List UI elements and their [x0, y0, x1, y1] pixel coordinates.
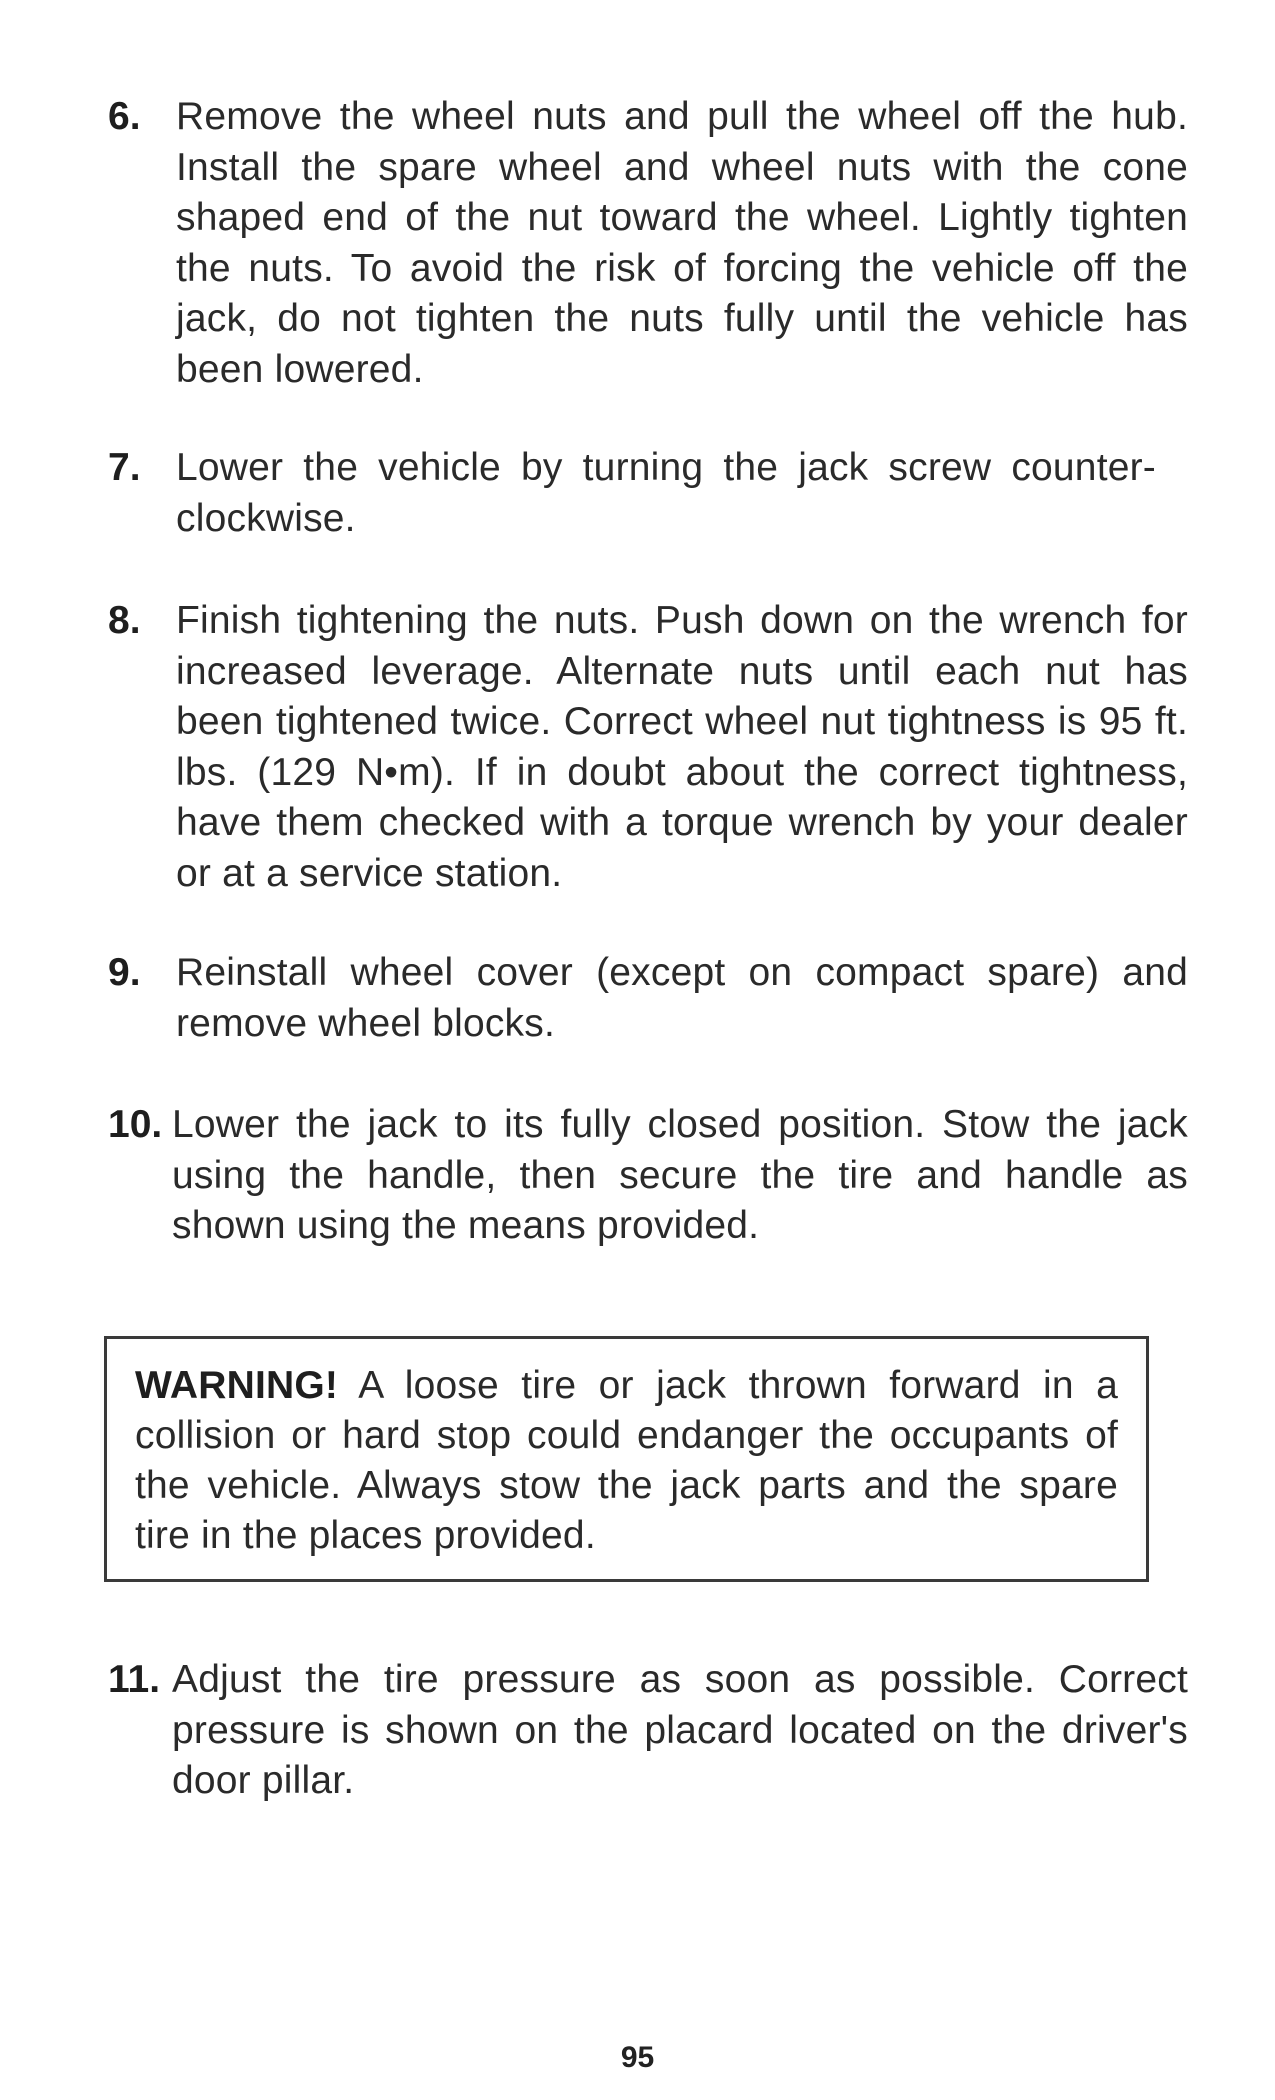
- warning-text: [135, 1361, 1118, 1561]
- step-number: 10.: [108, 1103, 163, 1146]
- step-text: Remove the wheel nuts and pull the wheel off the hub. Install the spare wheel and wheel nuts with the cone shaped end of the nut toward the wheel. Lightly tighten the nuts. To avoid the risk of forcing the vehicle off the jack, do not tighten the nuts fully until the vehicle has been lowered.: [176, 95, 1188, 391]
- step-number: 7.: [108, 446, 141, 489]
- warning-box: [104, 1336, 1149, 1582]
- step-text: Lower the jack to its fully closed position. Stow the jack using the handle, then secure the tire and handle as shown using the means provided.: [172, 1103, 1188, 1247]
- step-9: [108, 948, 1188, 1049]
- step-number: 6.: [108, 95, 141, 138]
- step-7: [108, 443, 1188, 544]
- step-number: 9.: [108, 951, 141, 994]
- step-text: Lower the vehicle by turning the jack screw counter-clockwise.: [176, 446, 1156, 540]
- step-text: Adjust the tire pressure as soon as possible. Correct pressure is shown on the placard located on the driver's door pillar.: [172, 1658, 1188, 1802]
- step-11: [108, 1655, 1188, 1807]
- warning-body: A loose tire or jack thrown forward in a collision or hard stop could endanger the occupants of the vehicle. Always stow the jack parts and the spare tire in the places provided.: [135, 1364, 1118, 1557]
- step-text: Finish tightening the nuts. Push down on the wrench for increased leverage. Alternate nuts until each nut has been tightened twice. Correct wheel nut tightness is 95 ft. lbs. (129 N•m). If in doubt about the correct tightness, have them checked with a torque wrench by your dealer or at a service station.: [176, 599, 1188, 895]
- step-10: [108, 1100, 1188, 1252]
- step-number: 11.: [108, 1658, 161, 1701]
- warning-label: WARNING!: [135, 1364, 339, 1407]
- step-8: [108, 596, 1188, 899]
- page-number: 95: [620, 2041, 655, 2074]
- step-number: 8.: [108, 599, 141, 642]
- step-text: Reinstall wheel cover (except on compact spare) and remove wheel blocks.: [176, 951, 1188, 1045]
- step-6: [108, 92, 1188, 395]
